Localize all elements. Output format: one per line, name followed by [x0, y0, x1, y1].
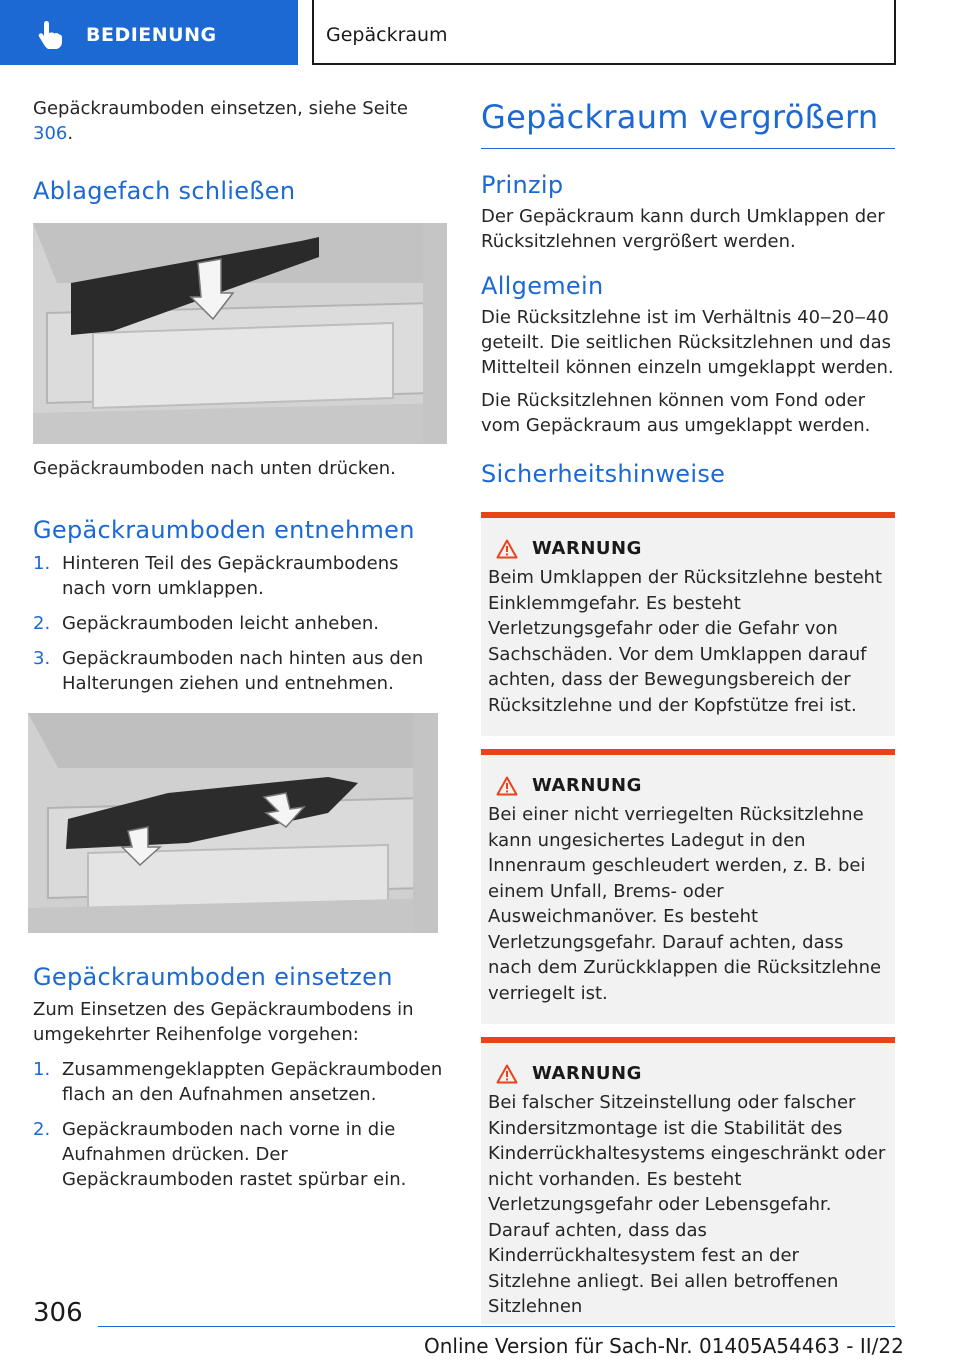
warning-triangle-icon	[496, 776, 518, 796]
heading-sicherheit: Sicherheitshinweise	[481, 460, 726, 488]
warning-box	[481, 1037, 895, 1324]
trunk-illustration-close-compartment	[33, 223, 447, 444]
intro-text: Gepäckraumboden einsetzen, siehe Seite	[33, 98, 408, 119]
heading-ablagefach: Ablagefach schließen	[33, 177, 296, 205]
caption-ablagefach: Gepäckraumboden nach unten drücken.	[33, 458, 396, 479]
page-link[interactable]: 306	[33, 123, 68, 144]
header-section-box	[312, 0, 896, 65]
left-column	[33, 96, 445, 1202]
header-tab[interactable]	[0, 0, 298, 65]
steps-entnehmen	[33, 551, 445, 696]
list-item: 1. Zusammengeklappten Gepäckraumboden flach an den Aufnahmen ansetzen.	[33, 1059, 443, 1105]
prinzip-text: Der Gepäckraum kann durch Umklappen der Rücksitzlehnen vergrößert werden.	[481, 206, 885, 252]
warning-text: Bei einer nicht verriegelten Rücksitzlehne kann ungesichertes Ladegut in den Innenraum geschleudert werden, z. B. bei einem Unfall, Brems- oder Ausweichmanöver. Es besteht Verletzungsgefahr. Darauf achten, dass nach dem Zurückklappen die Rücksitzlehne verriegelt ist.	[488, 804, 882, 1004]
list-item: 2. Gepäckraumboden nach vorne in die Aufnahmen drücken. Der Gepäckraumboden rastet spürbar ein.	[33, 1119, 407, 1190]
right-column	[481, 98, 895, 1324]
warning-title: WARNUNG	[532, 1063, 642, 1084]
steps-einsetzen	[33, 1057, 445, 1192]
warning-triangle-icon	[496, 1064, 518, 1084]
heading-einsetzen: Gepäckraumboden einsetzen	[33, 963, 393, 991]
heading-main: Gepäckraum vergrößern	[481, 98, 895, 149]
heading-entnehmen: Gepäckraumboden entnehmen	[33, 516, 415, 544]
warning-box	[481, 749, 895, 1024]
heading-prinzip: Prinzip	[481, 171, 564, 199]
warning-title: WARNUNG	[532, 538, 642, 559]
header-tab-label: BEDIENUNG	[86, 24, 217, 46]
list-item: 2. Gepäckraumboden leicht anheben.	[33, 613, 379, 634]
allgemein-text-2: Die Rücksitzlehnen können vom Fond oder vom Gepäckraum aus umgeklappt werden.	[481, 390, 871, 436]
warning-triangle-icon	[496, 539, 518, 559]
trunk-drawing-2	[28, 713, 438, 933]
warning-title: WARNUNG	[532, 775, 642, 796]
heading-allgemein: Allgemein	[481, 272, 604, 300]
warning-text: Bei falscher Sitzeinstellung oder falscher Kindersitzmontage ist die Stabilität des Kinderrückhaltesystems eingeschränkt oder nicht vorhanden. Es besteht Verletzungsgefahr oder Lebensgefahr. Darauf achten, dass das Kinderrückhaltesystem fest an der Sitzlehne anliegt. Bei allen betroffenen Sitzlehnen	[488, 1092, 886, 1317]
trunk-drawing	[33, 223, 447, 444]
header-section-title: Gepäckraum	[326, 24, 448, 46]
list-item: 3. Gepäckraumboden nach hinten aus den Halterungen ziehen und entnehmen.	[33, 648, 424, 694]
footer-online-text: Online Version für Sach-Nr. 01405A54463 - II/22	[424, 1334, 904, 1358]
intro-end: .	[67, 123, 74, 144]
allgemein-text-1: Die Rücksitzlehne ist im Verhältnis 40‒20‒40 geteilt. Die seitlichen Rücksitzlehnen und das Mittelteil können einzeln umgeklappt werden.	[481, 307, 894, 378]
list-item: 1. Hinteren Teil des Gepäckraumbodens nach vorn umklappen.	[33, 553, 399, 599]
trunk-illustration-remove-floor	[28, 713, 438, 933]
footer-divider	[98, 1326, 895, 1327]
einsetzen-text: Zum Einsetzen des Gepäckraumbodens in umgekehrter Reihenfolge vorgehen:	[33, 999, 414, 1045]
hand-pointer-icon	[36, 20, 66, 50]
warning-box	[481, 512, 895, 736]
intro-paragraph	[33, 96, 445, 146]
warning-text: Beim Umklappen der Rücksitzlehne besteht Einklemmgefahr. Es besteht Verletzungsgefahr oder die Gefahr von Sachschäden. Vor dem Umklappen darauf achten, dass der Bewegungsbereich der Rücksitzlehne und der Kopfstütze frei ist.	[488, 567, 882, 716]
page-number: 306	[33, 1298, 83, 1328]
